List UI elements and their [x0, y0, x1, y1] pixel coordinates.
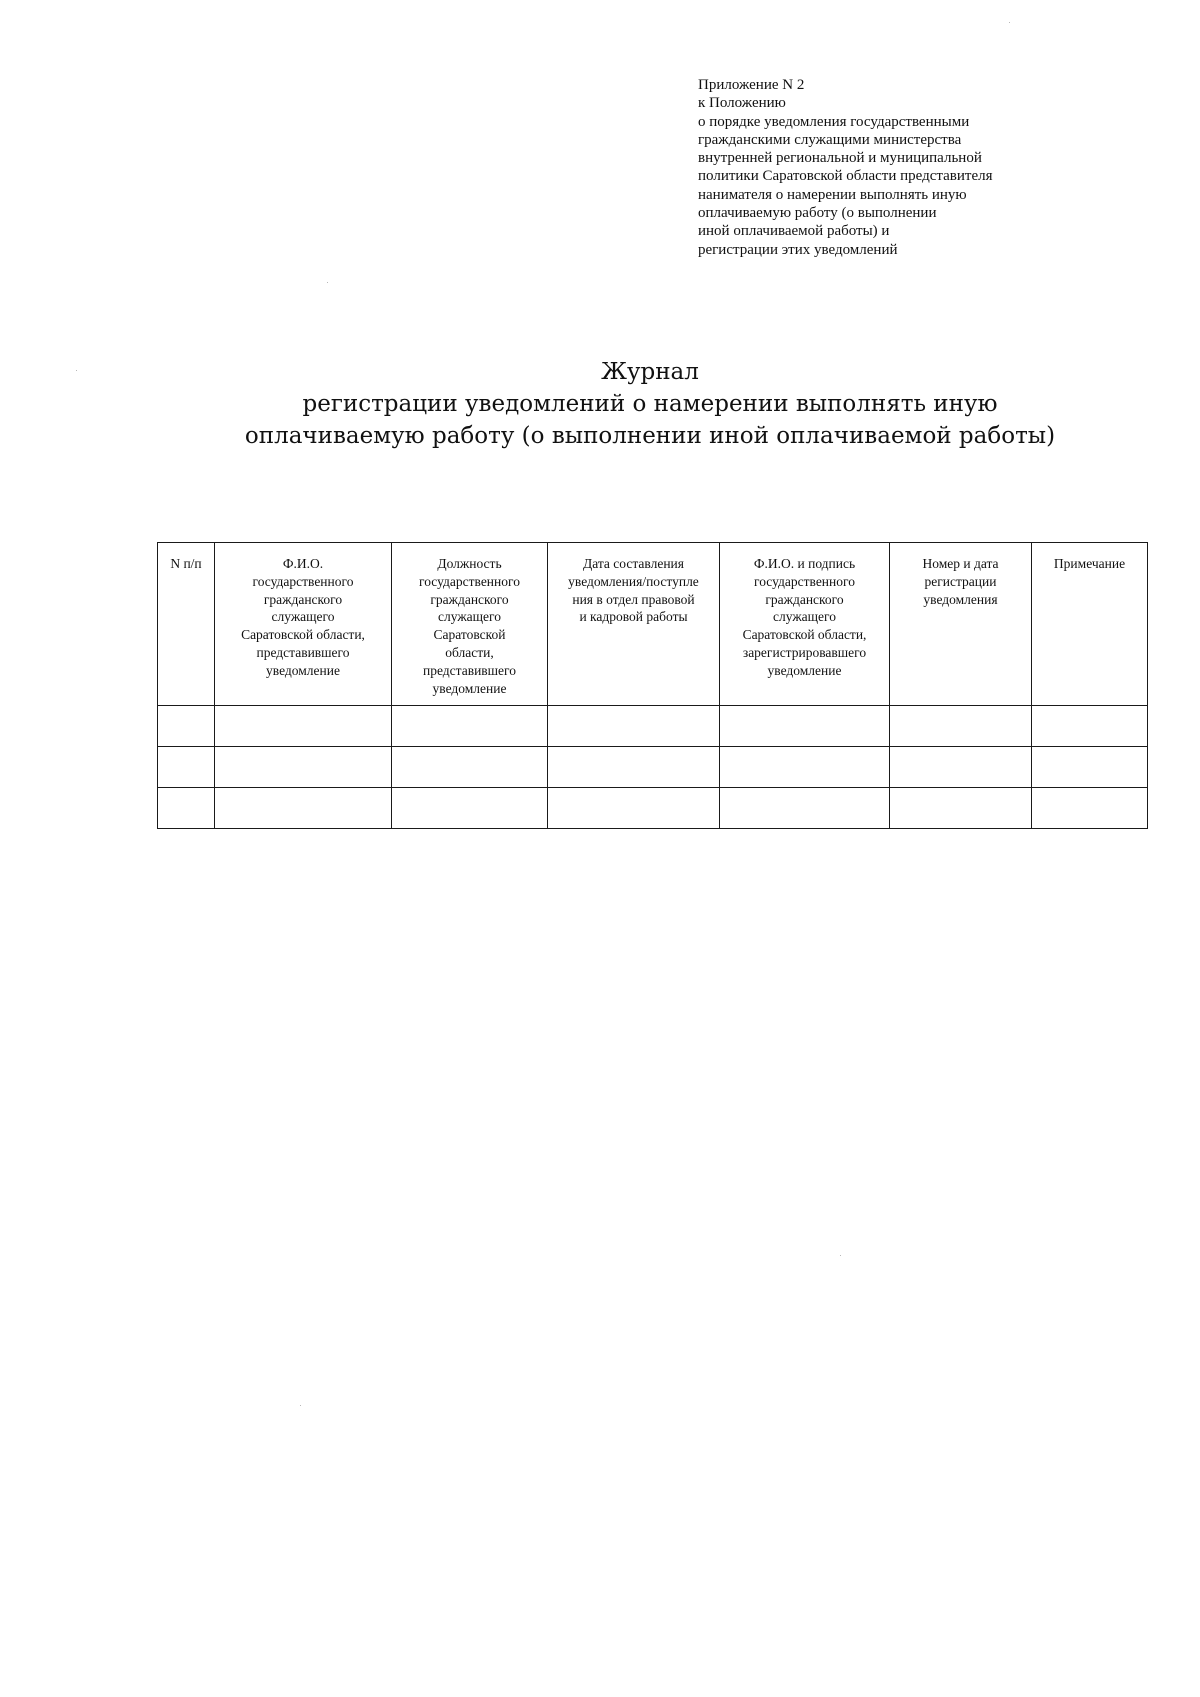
table-cell [215, 747, 392, 788]
table-cell [158, 706, 215, 747]
header-text: области, [445, 644, 494, 660]
table-cell [392, 747, 548, 788]
table-cell [392, 706, 548, 747]
table-cell [720, 788, 890, 829]
appendix-line: гражданскими служащими министерства [698, 131, 962, 148]
document-title [150, 356, 1150, 452]
header-text: государственного [419, 573, 520, 589]
table-row [158, 788, 1148, 829]
header-text: Саратовской области, [742, 627, 867, 643]
header-text: гражданского [765, 591, 844, 607]
scan-speck [1009, 22, 1010, 23]
header-text: представившего [422, 662, 517, 678]
appendix-line: иной оплачиваемой работы) и [698, 223, 890, 240]
table-cell [215, 788, 392, 829]
header-text: гражданского [263, 591, 343, 607]
table-cell [720, 706, 890, 747]
header-text: государственного [754, 573, 855, 589]
header-text: уведомления [923, 591, 998, 607]
header-text: государственного [252, 573, 354, 589]
header-text: уведомление [266, 662, 340, 678]
header-text: уведомление [432, 680, 507, 696]
header-text: N п/п [170, 556, 202, 571]
header-text: ния в отдел правовой [572, 591, 695, 607]
header-employee-name [215, 543, 392, 706]
header-text: Саратовской [433, 627, 506, 643]
table-cell [158, 747, 215, 788]
header-text: Примечание [1053, 556, 1126, 571]
appendix-line: оплачиваемую работу (о выполнении [698, 205, 937, 222]
header-text: служащего [271, 609, 335, 625]
header-text: Ф.И.О. и подпись [753, 556, 856, 571]
header-text: и кадровой работы [579, 609, 688, 625]
header-text: регистрации [924, 573, 997, 589]
table-row [158, 706, 1148, 747]
header-position [392, 543, 548, 706]
table-cell [890, 788, 1032, 829]
table-cell [890, 747, 1032, 788]
header-text: Должность [437, 556, 502, 571]
table-cell [548, 747, 720, 788]
scan-speck [76, 370, 77, 371]
header-text: Ф.И.О. [282, 556, 324, 571]
appendix-line: о порядке уведомления государственными [698, 113, 970, 130]
header-text: зарегистрировавшего [742, 644, 867, 660]
header-text: Номер и дата [922, 556, 999, 571]
table-cell [1032, 788, 1148, 829]
scan-speck [327, 282, 328, 283]
header-text: служащего [438, 609, 501, 625]
header-text: уведомления/поступле [568, 573, 699, 589]
appendix-line: внутренней региональной и муниципальной [698, 150, 982, 167]
table-cell [548, 788, 720, 829]
header-text: служащего [773, 609, 836, 625]
table-row [158, 747, 1148, 788]
appendix-line: Приложение N 2 [698, 77, 805, 93]
table-cell [890, 706, 1032, 747]
header-text: Дата составления [583, 556, 684, 571]
table-header-row [158, 543, 1148, 706]
table-cell [1032, 706, 1148, 747]
header-registration-number-date [890, 543, 1032, 706]
header-text: уведомление [767, 662, 842, 678]
header-date [548, 543, 720, 706]
table-cell [158, 788, 215, 829]
table-cell [1032, 747, 1148, 788]
table-cell [720, 747, 890, 788]
table-cell [215, 706, 392, 747]
header-note [1032, 543, 1148, 706]
appendix-note [698, 76, 1098, 259]
scan-speck [300, 1405, 301, 1406]
appendix-line: регистрации этих уведомлений [698, 241, 898, 258]
table-cell [392, 788, 548, 829]
scan-speck [840, 1255, 841, 1256]
appendix-line: к Положению [698, 95, 786, 112]
title-line: регистрации уведомлений о намерении выполнять иную [302, 391, 998, 417]
header-registrar-name-signature [720, 543, 890, 706]
appendix-line: нанимателя о намерении выполнять иную [698, 186, 967, 203]
header-text: представившего [256, 644, 350, 660]
title-line: оплачиваемую работу (о выполнении иной оплачиваемой работы) [244, 423, 1056, 449]
header-number [158, 543, 215, 706]
title-line: Журнал [601, 359, 699, 385]
header-text: Саратовской области, [241, 627, 365, 643]
table-cell [548, 706, 720, 747]
appendix-line: политики Саратовской области представителя [698, 168, 993, 185]
registration-journal-table [157, 542, 1148, 829]
header-text: гражданского [430, 591, 509, 607]
